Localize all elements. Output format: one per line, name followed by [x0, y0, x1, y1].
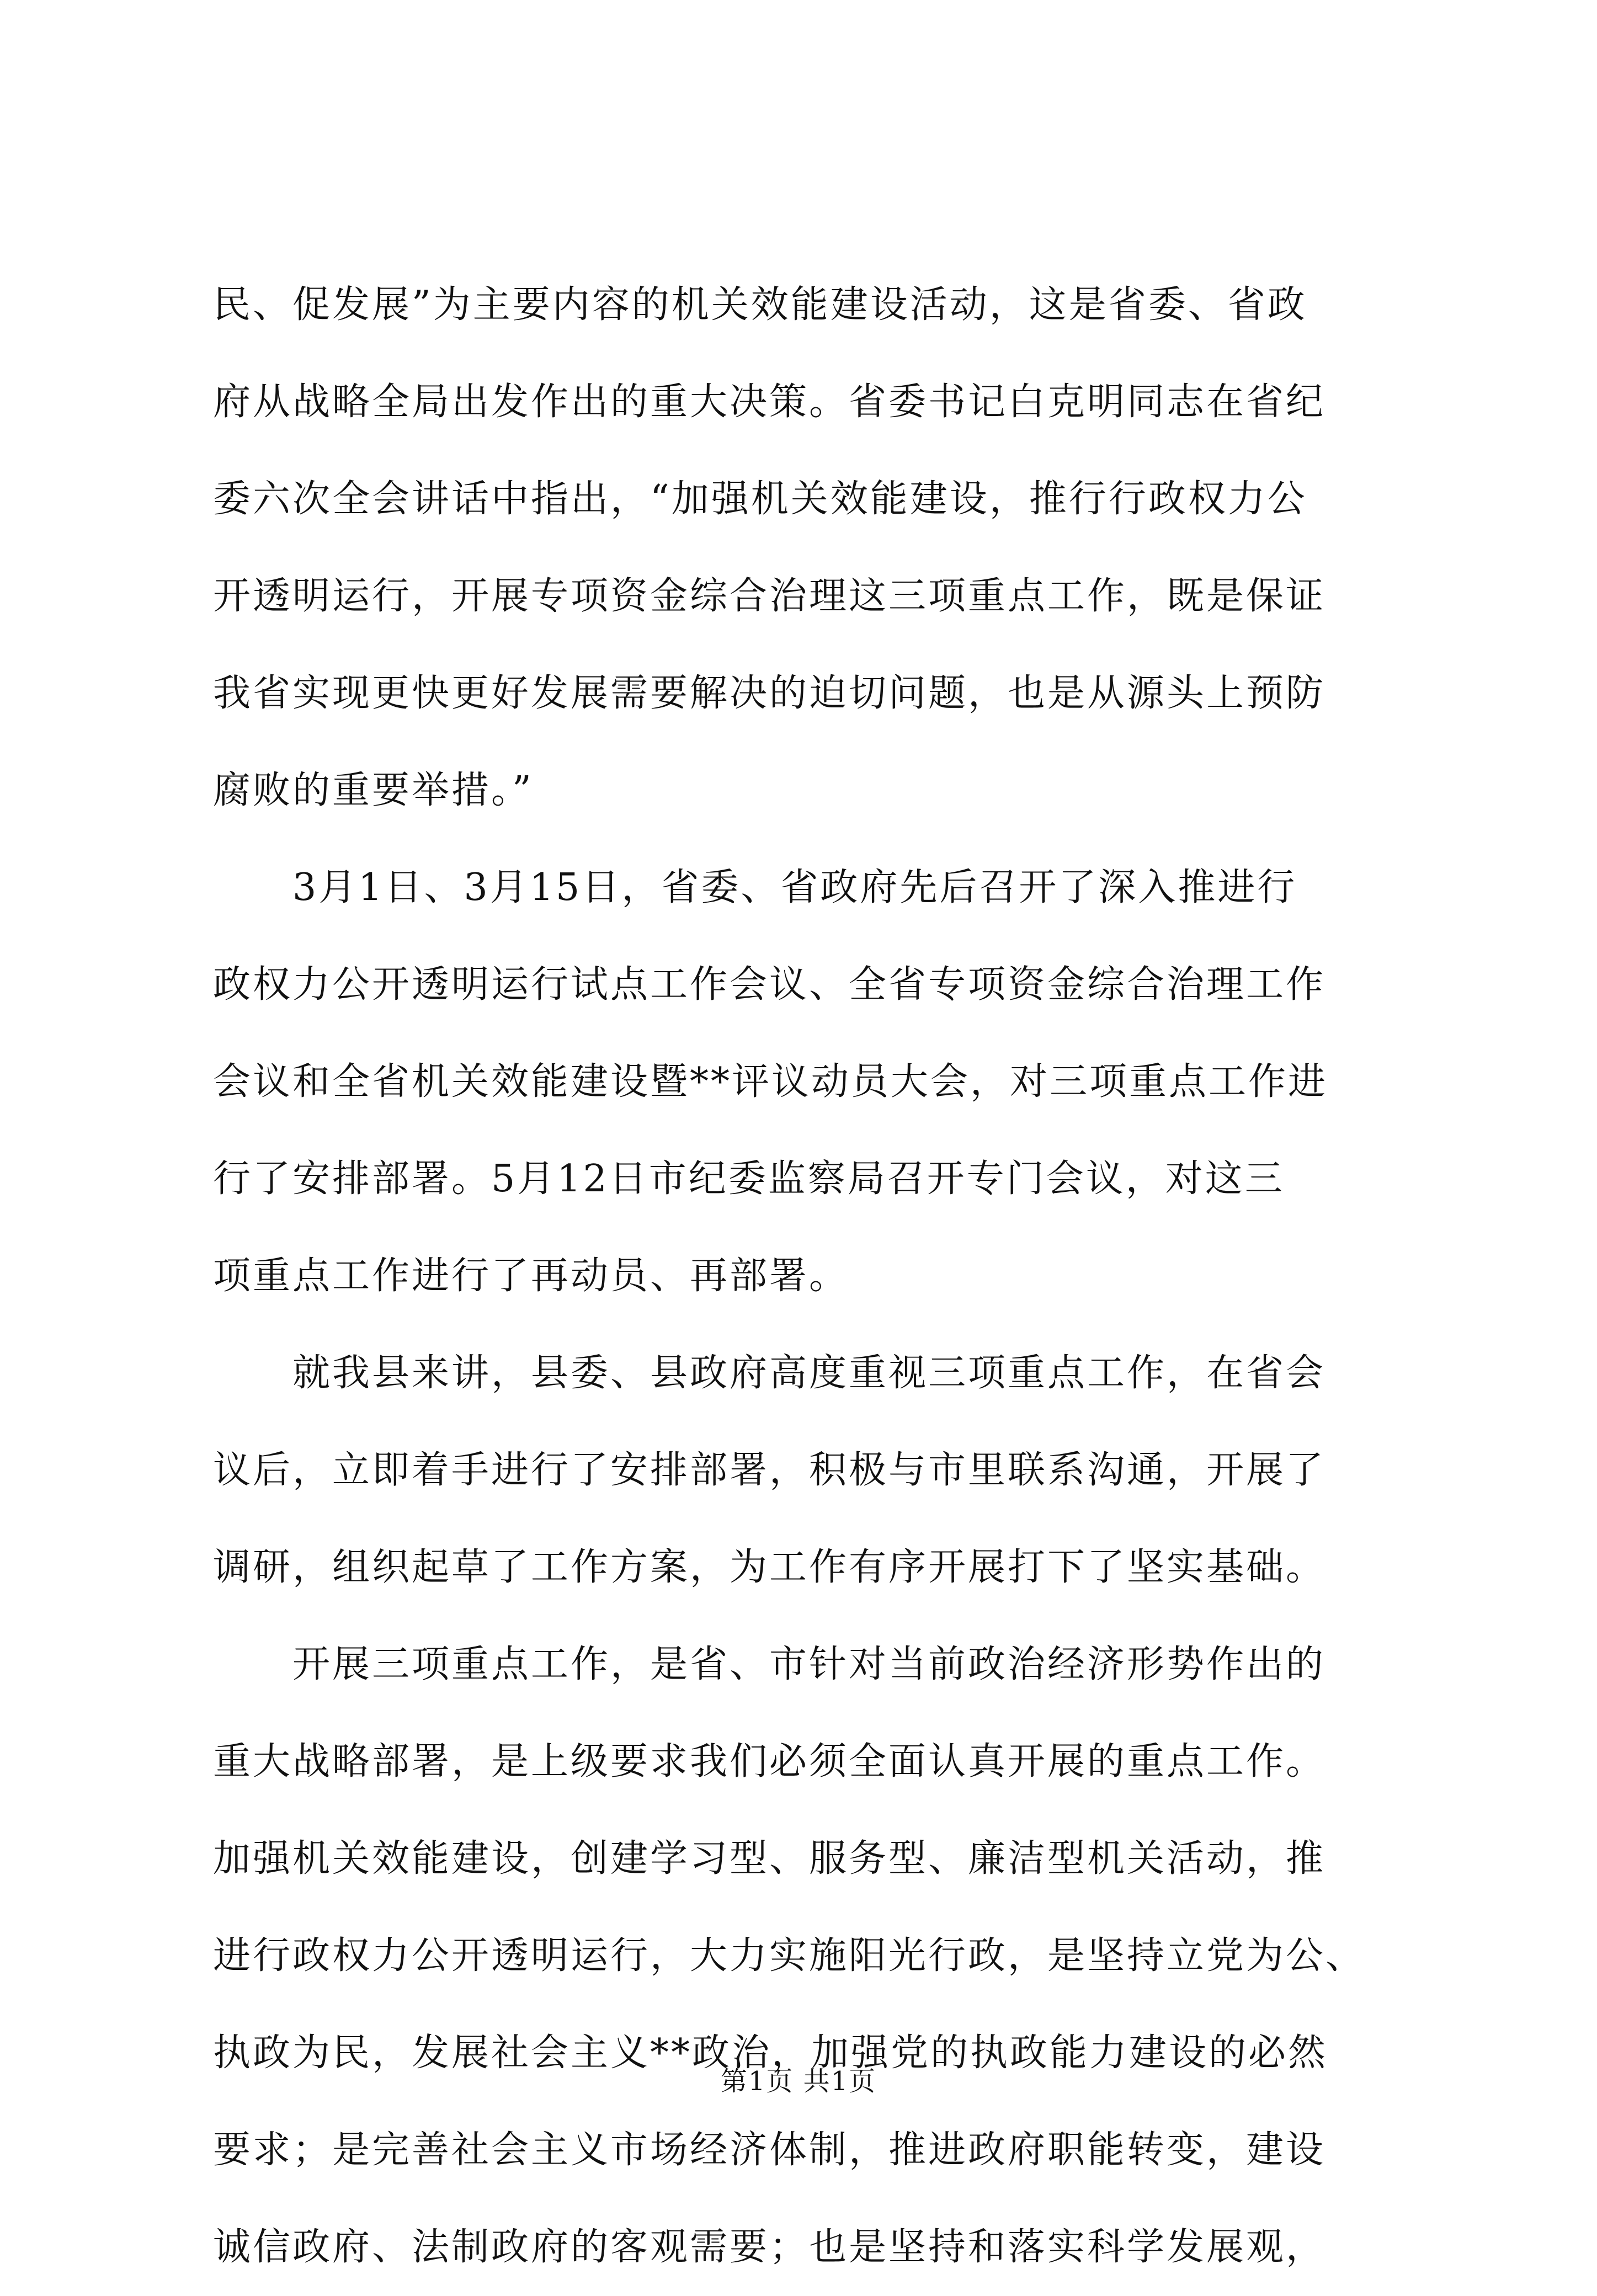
- text-line: 项重点工作进行了再动员、再部署。: [213, 1254, 849, 1298]
- text-line: 调研，组织起草了工作方案，为工作有序开展打下了坚实基础。: [213, 1546, 1326, 1589]
- text-line: 开透明运行，开展专项资金综合治理这三项重点工作，既是保证: [213, 574, 1326, 618]
- text-line: 我省实现更快更好发展需要解决的迫切问题，也是从源头上预防: [213, 672, 1326, 715]
- text-line: 行了安排部署。5月12日市纪委监察局召开专门会议，对这三: [213, 1157, 1285, 1201]
- text-line: 政权力公开透明运行试点工作会议、全省专项资金综合治理工作: [213, 963, 1326, 1006]
- text-line: 加强机关效能建设，创建学习型、服务型、廉洁型机关活动，推: [213, 1837, 1326, 1881]
- text-line: 就我县来讲，县委、县政府高度重视三项重点工作，在省会: [292, 1351, 1326, 1395]
- text-line: 府从战略全局出发作出的重大决策。省委书记白克明同志在省纪: [213, 380, 1326, 424]
- text-line: 委六次全会讲话中指出，“加强机关效能建设，推行行政权力公: [213, 477, 1307, 521]
- text-line: 要求；是完善社会主义市场经济体制，推进政府职能转变，建设: [213, 2128, 1326, 2172]
- text-line: 议后，立即着手进行了安排部署，积极与市里联系沟通，开展了: [213, 1448, 1326, 1492]
- text-line: 腐败的重要举措。”: [213, 769, 534, 812]
- text-line: 进行政权力公开透明运行，大力实施阳光行政，是坚持立党为公、: [213, 1934, 1366, 1978]
- text-line: 会议和全省机关效能建设暨**评议动员大会，对三项重点工作进: [213, 1060, 1328, 1104]
- document-body: [213, 257, 1414, 2296]
- text-line: 重大战略部署，是上级要求我们必须全面认真开展的重点工作。: [213, 1740, 1326, 1783]
- text-line: 3月1日、3月15日，省委、省政府先后召开了深入推进行: [292, 866, 1297, 909]
- text-line: 民、促发展”为主要内容的机关效能建设活动，这是省委、省政: [213, 283, 1307, 327]
- text-line: 开展三项重点工作，是省、市针对当前政治经济形势作出的: [292, 1643, 1326, 1686]
- page-footer: 第1页 共1页: [720, 2066, 877, 2097]
- text-line: 执政为民，发展社会主义**政治，加强党的执政能力建设的必然: [213, 2031, 1328, 2075]
- text-line: 诚信政府、法制政府的客观需要；也是坚持和落实科学发展观，: [213, 2225, 1326, 2269]
